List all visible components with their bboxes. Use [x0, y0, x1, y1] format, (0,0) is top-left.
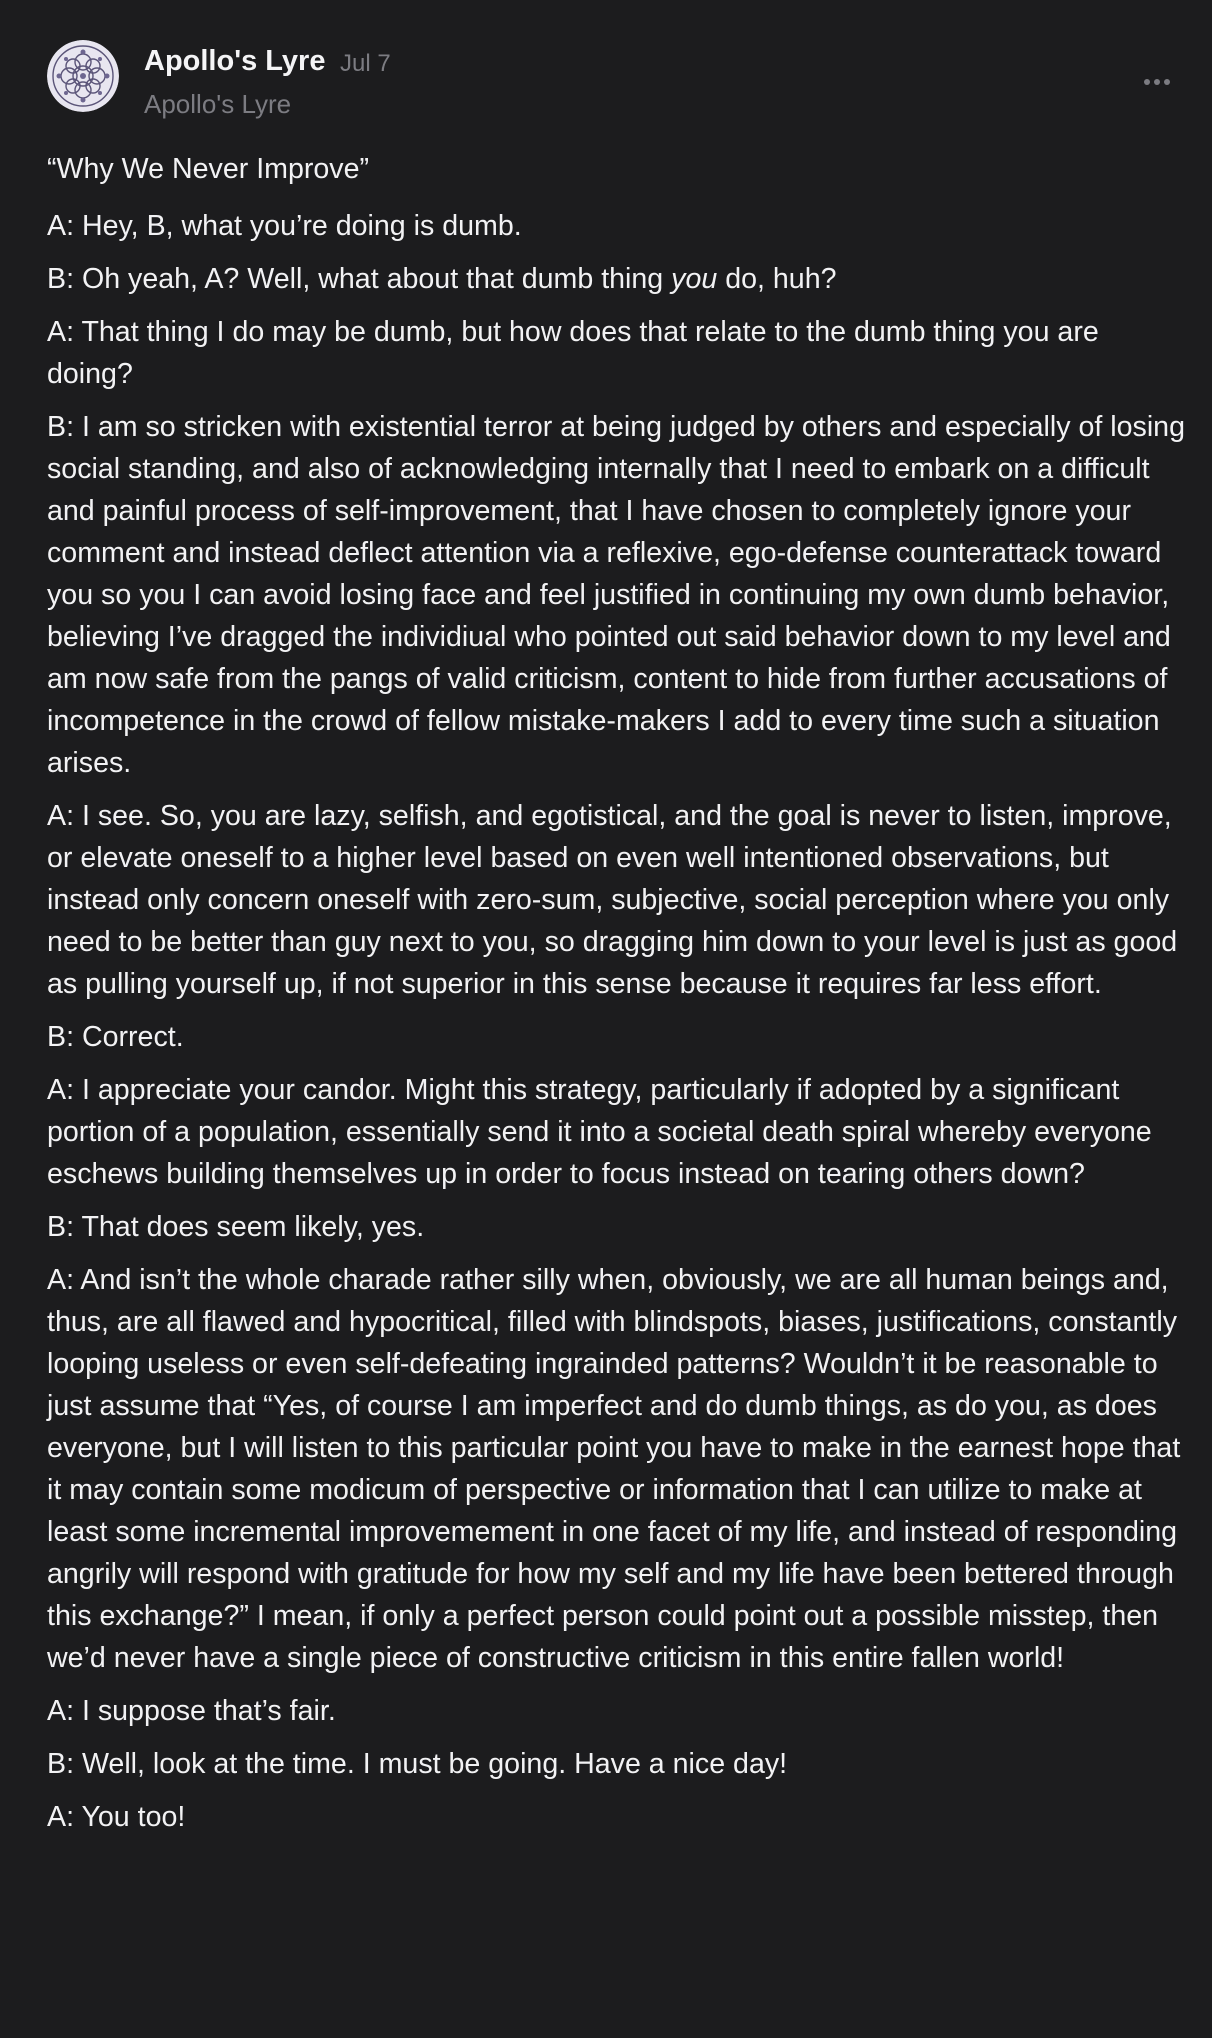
dialogue-line: A: You too! — [47, 1801, 186, 1833]
dialogue-line — [47, 258, 1187, 300]
dialogue-line: A: And isn’t the whole charade rather silly when, obviously, we are all human beings and, thus, are all flawed and hypocritical, filled with blindspots, biases, justifications, constantly looping useless or even self-defeating ingrainded patterns? Wouldn’t it be reasonable to just assume that “Yes, of course I am imperfect and do dumb things, as do you, as does everyone, but I will listen to this particular point you have to make in the earnest hope that it may contain some modicum of perspective or information that I can utilize to make at least some incremental improvemement in one facet of my life, and instead of responding angrily will respond with gratitude for how my self and my life have been bettered through this exchange?” I mean, if only a perfect person could point out a possible misstep, then we’d never have a single piece of constructive criticism in this entire fallen world! — [47, 1264, 1181, 1674]
publication-name[interactable]: Apollo's Lyre — [144, 89, 292, 119]
dialogue-line-text: B: Oh yeah, A? Well, what about that dumb thing — [47, 263, 672, 295]
post-header — [47, 40, 1177, 120]
more-options-button[interactable] — [1137, 70, 1177, 94]
avatar[interactable] — [47, 40, 119, 112]
dialogue-line: A: I appreciate your candor. Might this strategy, particularly if adopted by a significant portion of a population, essentially send it into a societal death spiral whereby everyone eschews building themselves up in order to focus instead on tearing others down? — [47, 1074, 1152, 1190]
dialogue-line: A: I suppose that’s fair. — [47, 1695, 336, 1727]
dialogue-line: B: I am so stricken with existential terror at being judged by others and especially of losing social standing, and also of acknowledging internally that I need to embark on a difficult and painful process of self-improvement, that I have chosen to completely ignore your comment and instead deflect attention via a reflexive, ego-defense counterattack toward you so you I can avoid losing face and feel justified in continuing my own dumb behavior, believing I’ve dragged the individiual who pointed out said behavior down to my level and am now safe from the pangs of valid criticism, content to hide from further accusations of incompetence in the crowd of fellow mistake-makers I add to every time such a situation arises. — [47, 411, 1185, 779]
ellipsis-icon-dot — [1164, 79, 1170, 85]
dialogue-line: B: Correct. — [47, 1021, 184, 1053]
post-title: “Why We Never Improve” — [47, 153, 370, 185]
dialogue-line: A: That thing I do may be dumb, but how does that relate to the dumb thing you are doing? — [47, 316, 1099, 390]
emphasis-text: you — [671, 263, 718, 295]
dialogue-line: A: Hey, B, what you’re doing is dumb. — [47, 210, 522, 242]
post-body — [47, 148, 1187, 1849]
post-date[interactable]: Jul 7 — [340, 50, 391, 77]
ellipsis-icon — [1144, 79, 1150, 85]
dialogue-line: B: That does seem likely, yes. — [47, 1211, 425, 1243]
ellipsis-icon-dot — [1154, 79, 1160, 85]
dialogue-line-text: do, huh? — [717, 263, 837, 295]
author-name[interactable]: Apollo's Lyre — [144, 45, 326, 77]
dialogue-line: A: I see. So, you are lazy, selfish, and egotistical, and the goal is never to listen, improve, or elevate oneself to a higher level based on even well intentioned observations, but instead only concern oneself with zero-sum, subjective, social perception where you only need to be better than guy next to you, so dragging him down to your level is just as good as pulling yourself up, if not superior in this sense because it requires far less effort. — [47, 800, 1178, 1000]
geometric-pattern-avatar-icon — [47, 40, 119, 112]
dialogue-line: B: Well, look at the time. I must be going. Have a nice day! — [47, 1748, 788, 1780]
